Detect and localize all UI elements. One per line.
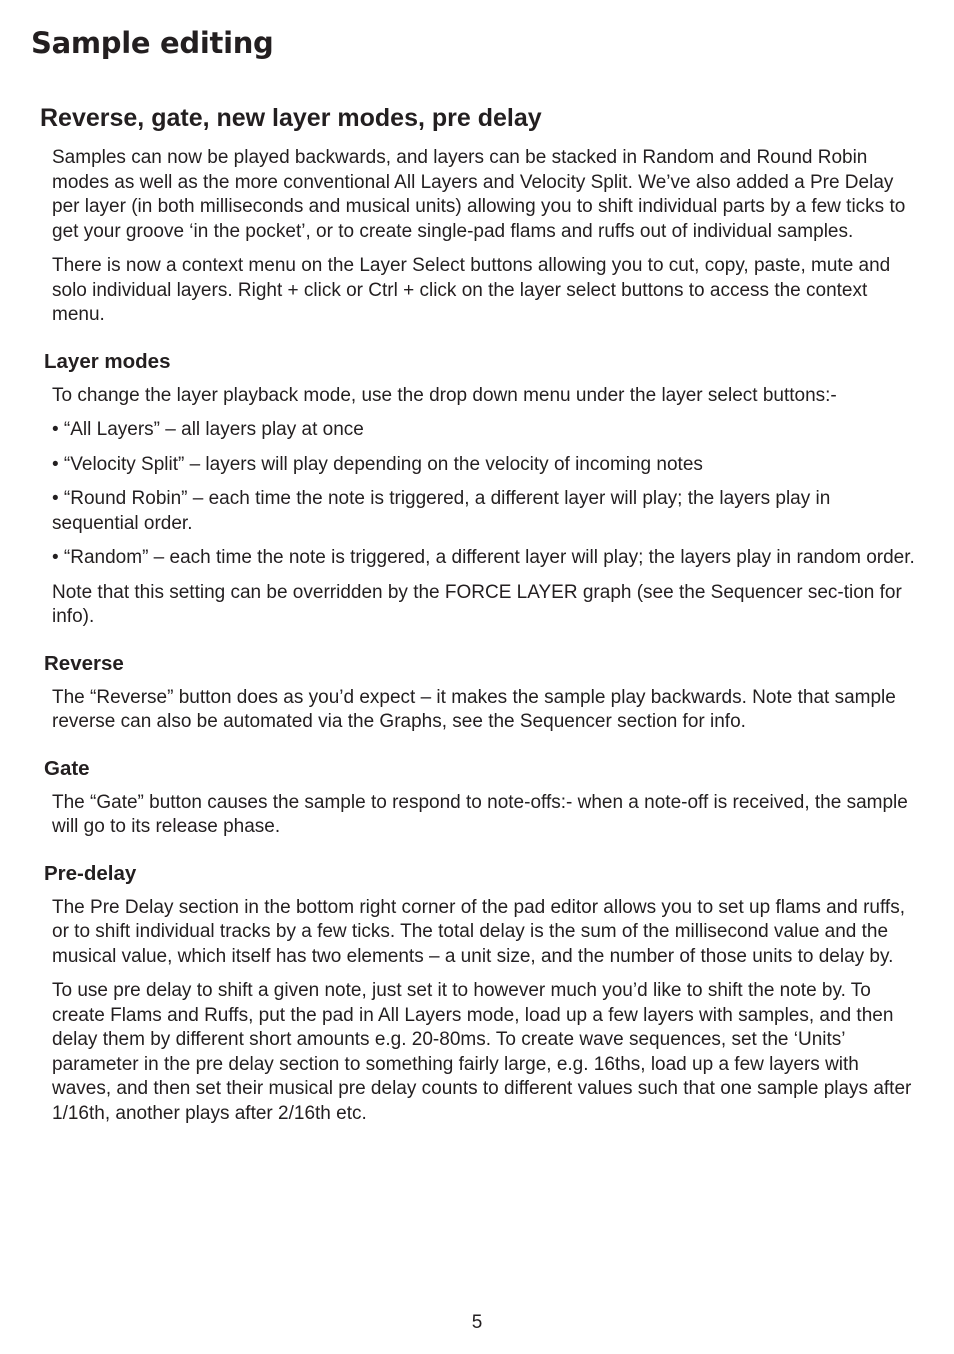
bullet-item: • “Random” – each time the note is triggered, a different layer will play; the layers play in random order. (52, 547, 915, 568)
page-number: 5 (471, 1312, 483, 1333)
bullet-item: • “All Layers” – all layers play at once (52, 419, 364, 440)
heading-reverse: Reverse (44, 651, 124, 675)
heading-pre-delay: Pre-delay (44, 861, 137, 885)
intro-paragraph: There is now a context menu on the Layer Select buttons allowing you to cut, copy, paste, mute and solo individual layers. Right + click or Ctrl + click on the layer select buttons to access the context menu. (52, 255, 891, 325)
heading-gate: Gate (44, 756, 90, 780)
bullet-item: • “Velocity Split” – layers will play depending on the velocity of incoming notes (52, 453, 703, 475)
gate-paragraph: The “Gate” button causes the sample to respond to note-offs:- when a note-off is received, the sample will go to its release phase. (52, 791, 908, 837)
section-title: Reverse, gate, new layer modes, pre delay (40, 104, 542, 132)
pre-delay-paragraph: The Pre Delay section in the bottom right corner of the pad editor allows you to set up flams and ruffs, or to shift individual tracks by a few ticks. The total delay is the sum of the millisecond value and the musical value, which itself has two elements – a unit size, and the number of those units to delay by. (52, 896, 905, 967)
document-body (44, 146, 922, 1136)
pre-delay-paragraph: To use pre delay to shift a given note, just set it to however much you’d like to shift the note by. To create Flams and Ruffs, put the pad in All Layers mode, load up a few layers with samples, and then delay them by different short amounts e.g. 20-80ms. To create wave sequences, set the ‘Units’ parameter in the pre delay section to something fairly large, e.g. 16ths, load up a few layers with waves, and then set their musical pre delay counts to different values such that one sample plays after 1/16th, another plays after 2/16th etc. (52, 980, 912, 1124)
bullet-item: • “Round Robin” – each time the note is triggered, a different layer will play; the layers play in sequential order. (52, 488, 831, 534)
layer-modes-note: Note that this setting can be overridden by the FORCE LAYER graph (see the Sequencer sec-tion for info). (52, 581, 902, 627)
intro-paragraph: Samples can now be played backwards, and layers can be stacked in Random and Round Robin modes as well as the more conventional All Layers and Velocity Split. We’ve also added a Pre Delay per layer (in both milliseconds and musical units) allowing you to shift individual parts by a few ticks to get your groove ‘in the pocket’, or to create single-pad flams and ruffs out of individual samples. (52, 147, 906, 242)
layer-modes-intro: To change the layer playback mode, use the drop down menu under the layer select buttons:- (52, 384, 837, 406)
reverse-paragraph: The “Reverse” button does as you’d expect – it makes the sample play backwards. Note that sample reverse can also be automated via the Graphs, see the Sequencer section for info. (52, 686, 896, 732)
page-title: Sample editing (31, 26, 274, 60)
heading-layer-modes: Layer modes (44, 349, 171, 373)
